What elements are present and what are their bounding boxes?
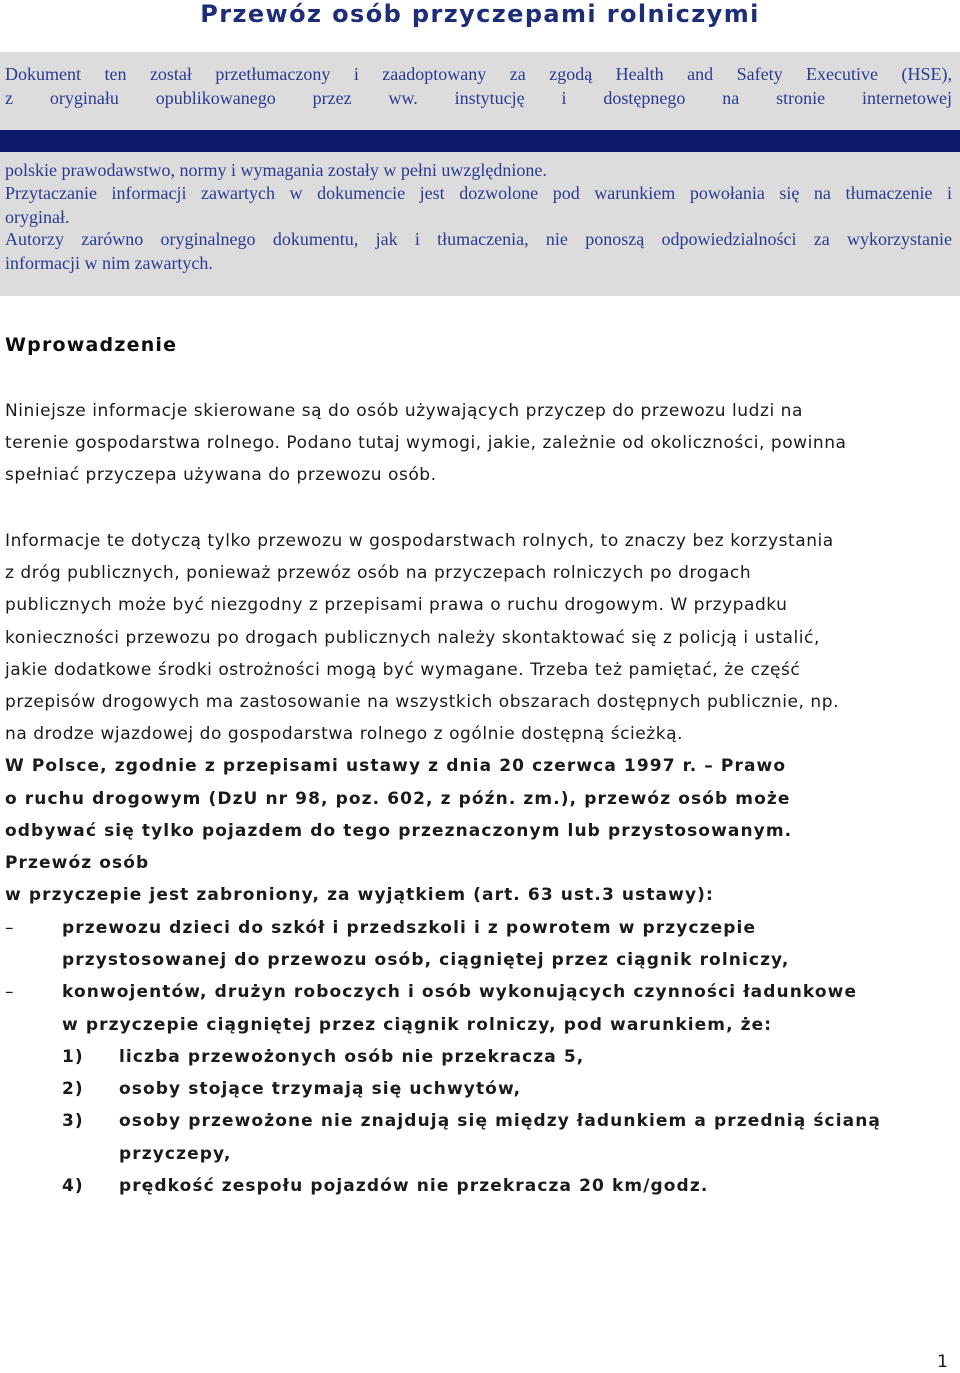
condition-list <box>62 1041 942 1202</box>
notice-line: oryginał. <box>5 207 70 227</box>
text-line: jakie dodatkowe środki ostrożności mogą być wymagane. Trzeba też pamiętać, że część <box>5 659 801 680</box>
text-line-bold: w przyczepie ciągniętej przez ciągnik rolniczy, pod warunkiem, że: <box>62 1014 773 1035</box>
exception-list <box>5 912 945 1041</box>
text-line-bold: przystosowanej do przewozu osób, ciągniętej przez ciągnik rolniczy, <box>62 950 790 971</box>
notice-line: z oryginału opublikowanego przez ww. instytucję i dostępnego na stronie internetowej <box>5 88 952 108</box>
dash-bullet: – <box>5 982 15 1003</box>
text-line-bold: w przyczepie jest zabroniony, za wyjątkiem (art. 63 ust.3 ustawy): <box>5 885 714 906</box>
text-line: terenie gospodarstwa rolnego. Podano tutaj wymogi, jakie, zależnie od okoliczności, powinna <box>5 433 847 454</box>
scope-paragraph <box>5 525 945 911</box>
list-item <box>62 1073 942 1105</box>
dash-bullet: – <box>5 918 15 938</box>
section-heading-intro: Wprowadzenie <box>5 334 178 356</box>
text-line: Informacje te dotyczą tylko przewozu w gospodarstwach rolnych, to znaczy bez korzystania <box>5 531 834 551</box>
list-number: 4) <box>62 1175 84 1196</box>
text-line-bold: W Polsce, zgodnie z przepisami ustawy z dnia 20 czerwca 1997 r. – Prawo <box>5 756 787 777</box>
list-item <box>62 1170 942 1202</box>
list-item <box>5 912 945 976</box>
notice-paragraph-law <box>5 158 952 182</box>
list-item <box>5 976 945 1040</box>
page-title: Przewóz osób przyczepami rolniczymi <box>200 0 760 28</box>
text-line-bold: przewozu dzieci do szkół i przedszkoli i z powrotem w przyczepie <box>62 918 757 938</box>
notice-line: Autorzy zarówno oryginalnego dokumentu, jak i tłumaczenia, nie ponoszą odpowiedzialności za wykorzystanie <box>5 229 952 249</box>
text-line-bold: liczba przewożonych osób nie przekracza 5, <box>119 1047 585 1067</box>
list-number: 1) <box>62 1047 84 1067</box>
notice-paragraph-citation <box>5 181 952 229</box>
notice-redaction-band <box>0 130 960 152</box>
notice-line: informacji w nim zawartych. <box>5 253 213 273</box>
list-item <box>62 1041 942 1073</box>
text-line: publicznych może być niezgodny z przepisami prawa o ruchu drogowym. W przypadku <box>5 595 788 616</box>
notice-line: Przytaczanie informacji zawartych w dokumencie jest dozwolone pod warunkiem powołania się na tłumaczenie i <box>5 183 952 203</box>
text-line: przepisów drogowych ma zastosowanie na wszystkich obszarach dostępnych publicznie, np. <box>5 692 840 713</box>
text-line: z dróg publicznych, ponieważ przewóz osób na przyczepach rolniczych po drogach <box>5 563 752 584</box>
notice-line: Dokument ten został przetłumaczony i zaadoptowany za zgodą Health and Safety Executive (HSE), <box>5 64 952 84</box>
text-line-bold: odbywać się tylko pojazdem do tego przeznaczonym lub przystosowanym. <box>5 820 793 841</box>
page-number: 1 <box>937 1352 948 1372</box>
text-line-bold: osoby przewożone nie znajdują się między ładunkiem a przednią ścianą <box>119 1111 881 1132</box>
translation-notice-box <box>0 52 960 296</box>
notice-paragraph-liability <box>5 227 952 275</box>
list-number: 3) <box>62 1111 84 1132</box>
text-line: spełniać przyczepa używana do przewozu osób. <box>5 465 437 486</box>
text-line: konieczności przewozu po drogach publicznych należy skontaktować się z policją i ustalić, <box>5 627 820 648</box>
text-line: Niniejsze informacje skierowane są do osób używających przyczep do przewozu ludzi na <box>5 401 803 421</box>
text-line-bold: przyczepy, <box>119 1143 232 1164</box>
notice-paragraph-source <box>5 62 952 110</box>
text-line: na drodze wjazdowej do gospodarstwa rolnego z ogólnie dostępną ścieżką. <box>5 724 684 745</box>
text-line-bold: o ruchu drogowym (DzU nr 98, poz. 602, z późn. zm.), przewóz osób może <box>5 788 791 809</box>
text-line-bold: osoby stojące trzymają się uchwytów, <box>119 1079 522 1100</box>
text-line-bold: konwojentów, drużyn roboczych i osób wykonujących czynności ładunkowe <box>62 982 858 1003</box>
list-number: 2) <box>62 1079 84 1100</box>
notice-line: polskie prawodawstwo, normy i wymagania zostały w pełni uwzględnione. <box>5 160 547 180</box>
text-line-bold: Przewóz osób <box>5 853 150 874</box>
list-item <box>62 1105 942 1169</box>
text-line-bold: prędkość zespołu pojazdów nie przekracza 20 km/godz. <box>119 1175 709 1196</box>
intro-paragraph <box>5 395 945 492</box>
